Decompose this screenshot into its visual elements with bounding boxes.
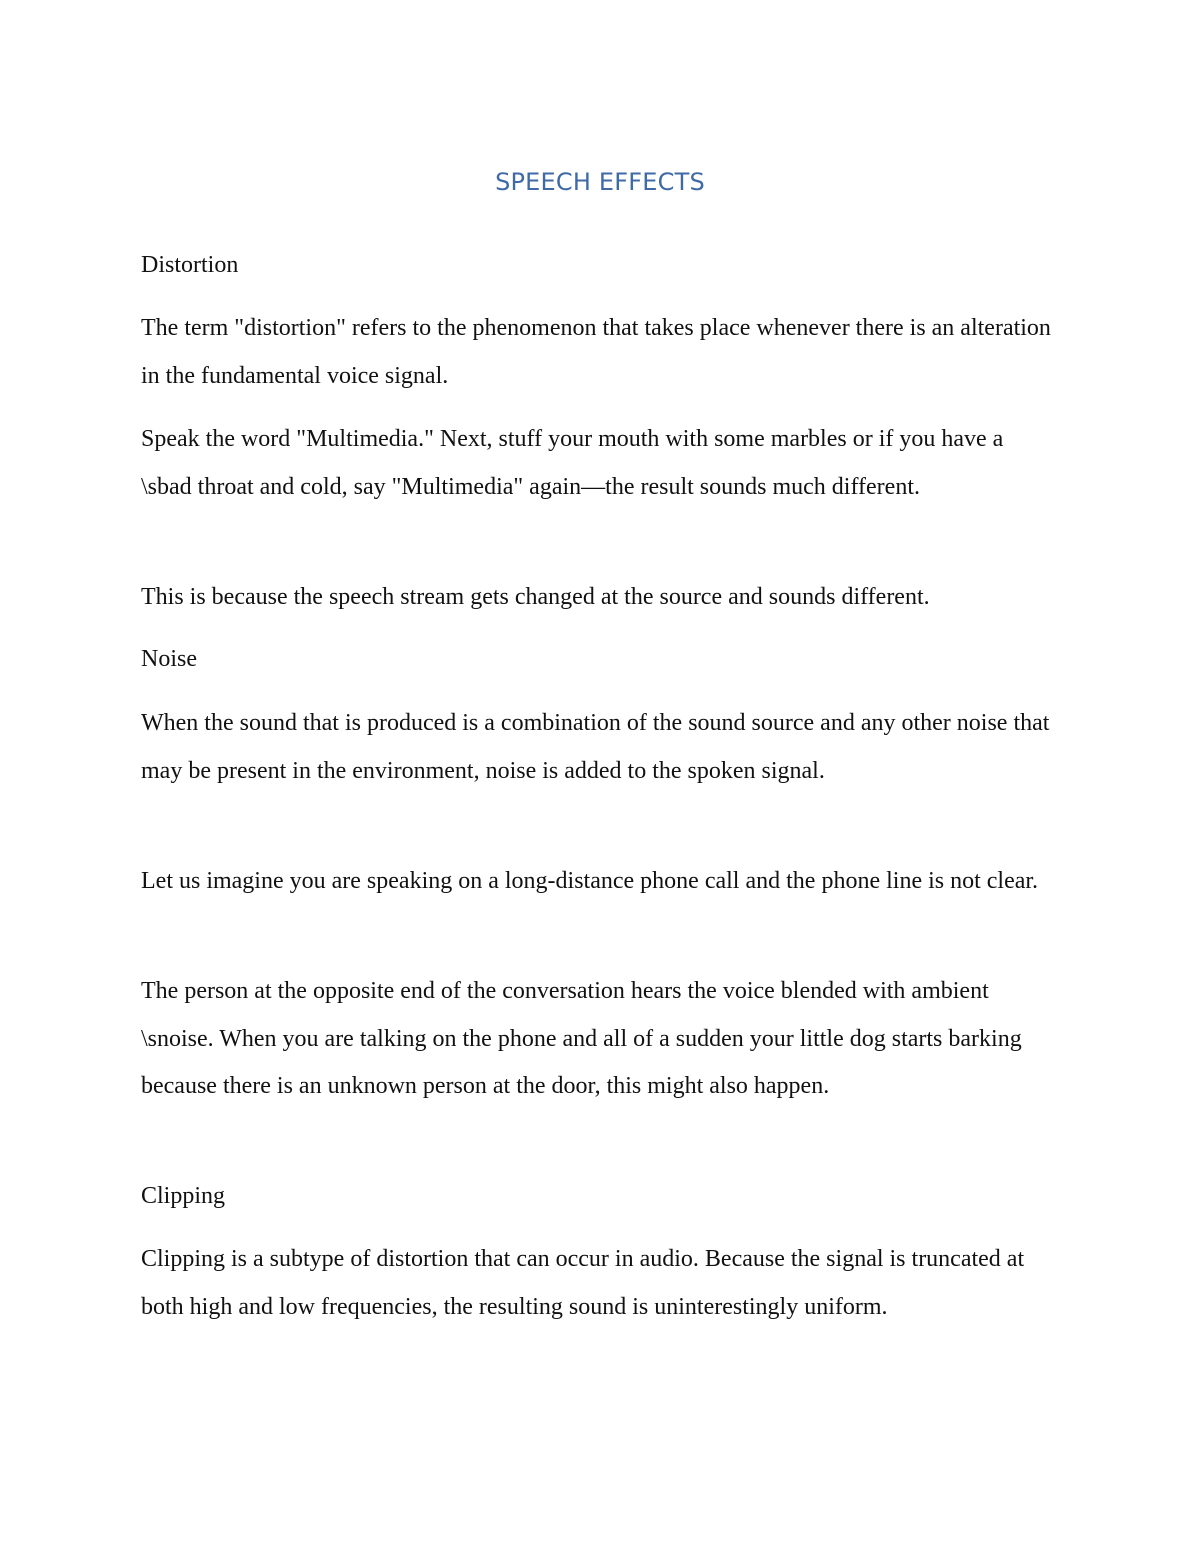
heading-noise: Noise <box>141 646 197 672</box>
paragraph-phone-call: Let us imagine you are speaking on a long-distance phone call and the phone line is not clear. <box>141 868 1039 894</box>
document-title: SPEECH EFFECTS <box>495 168 705 196</box>
heading-clipping: Clipping <box>141 1183 226 1209</box>
heading-distortion: Distortion <box>141 252 239 278</box>
paragraph-noise-definition: When the sound that is produced is a combination of the sound source and any other noise that may be present in the environment, noise is added to the spoken signal. <box>141 710 1050 784</box>
paragraph-speech-stream: This is because the speech stream gets changed at the source and sounds different. <box>141 584 930 610</box>
paragraph-distortion-definition: The term "distortion" refers to the phenomenon that takes place whenever there is an alteration in the fundamental voice signal. <box>141 315 1051 389</box>
paragraph-clipping-definition: Clipping is a subtype of distortion that can occur in audio. Because the signal is truncated at both high and low frequencies, the resulting sound is uninterestingly uniform. <box>141 1246 1025 1320</box>
paragraph-multimedia-example: Speak the word "Multimedia." Next, stuff your mouth with some marbles or if you have a \sbad throat and cold, say "Multimedia" again—the result sounds much different. <box>141 426 1004 500</box>
paragraph-ambient-noise: The person at the opposite end of the conversation hears the voice blended with ambient \snoise. When you are talking on the phone and all of a sudden your little dog starts barking because there is an unknown person at the door, this might also happen. <box>141 978 1022 1099</box>
